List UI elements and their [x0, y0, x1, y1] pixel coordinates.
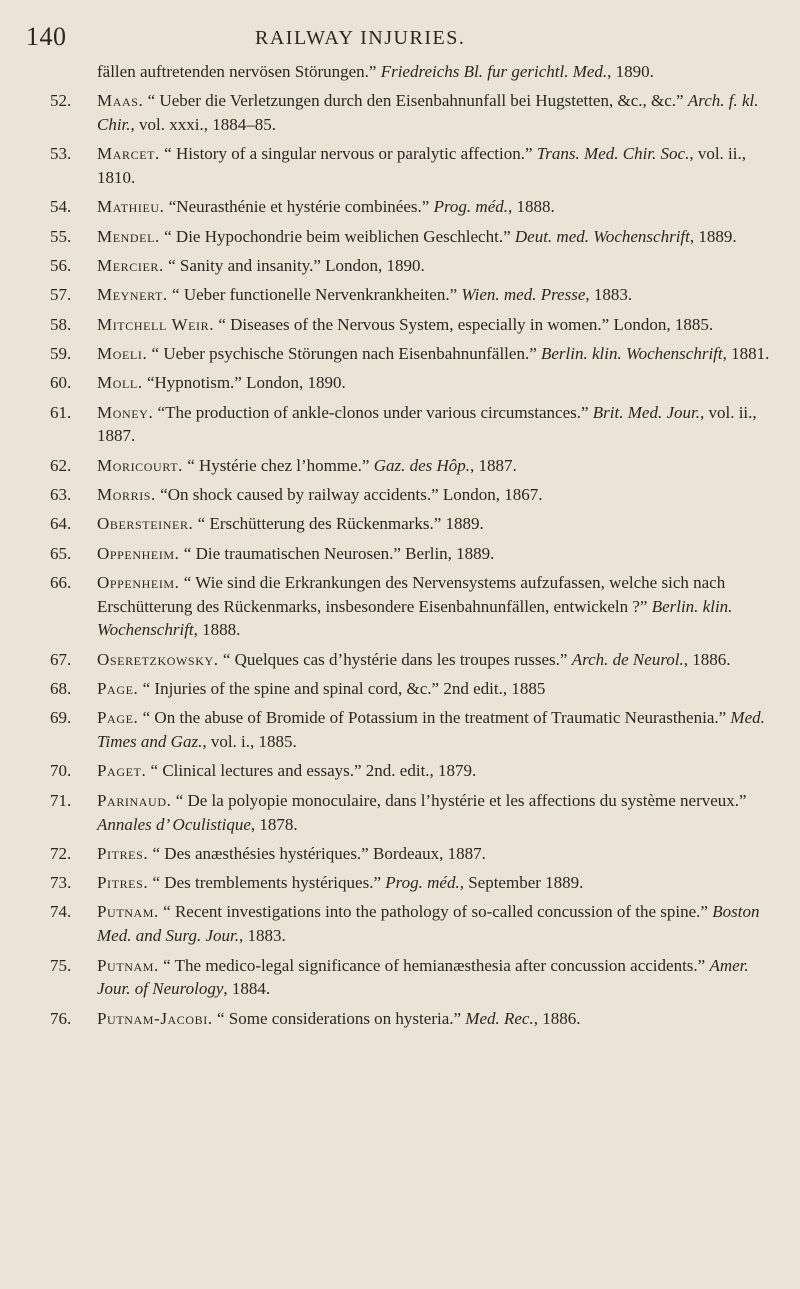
reference-title: “The production of ankle-clonos under various circumstances.”	[157, 402, 589, 422]
reference-number: 68.	[50, 679, 72, 699]
reference-journal: Berlin. klin. Wochenschrift	[97, 596, 733, 640]
reference-entry	[0, 1007, 800, 1031]
reference-entry	[0, 454, 800, 478]
reference-author: Moll.	[97, 373, 143, 393]
reference-entry	[0, 512, 800, 536]
reference-title: fällen auftretenden nervösen Störungen.”	[97, 62, 377, 81]
reference-number: 60.	[50, 373, 72, 393]
reference-journal: Med. Rec.	[465, 1008, 534, 1028]
reference-details: , 1881.	[722, 343, 770, 363]
reference-author: Oppenheim.	[97, 543, 180, 563]
reference-journal: Amer. Jour. of Neurology	[97, 955, 749, 999]
reference-details: , 1889.	[689, 226, 737, 246]
reference-author: Morris.	[97, 484, 156, 504]
reference-entry	[0, 401, 800, 449]
reference-author: Money.	[97, 402, 154, 422]
reference-title: “ Die traumatischen Neurosen.” Berlin, 1889.	[183, 543, 495, 563]
reference-title: “ Die Hypochondrie beim weiblichen Geschlecht.”	[164, 226, 511, 246]
reference-entry	[0, 313, 800, 337]
reference-number: 75.	[50, 955, 72, 975]
reference-entry	[0, 483, 800, 507]
reference-journal: Arch. de Neurol.	[571, 649, 684, 669]
reference-entry	[0, 900, 800, 948]
reference-details: , 1886.	[533, 1008, 581, 1028]
reference-entry	[0, 759, 800, 783]
reference-author: Page.	[97, 679, 139, 699]
reference-title: “ History of a singular nervous or paralytic affection.”	[164, 144, 533, 164]
reference-author: Pitres.	[97, 873, 149, 893]
reference-journal: Trans. Med. Chir. Soc.	[536, 144, 690, 164]
reference-details: , vol. xxxi., 1884–85.	[130, 115, 276, 135]
reference-title: “ Des anæsthésies hystériques.” Bordeaux, 1887.	[152, 843, 486, 863]
page-number: 140	[26, 22, 67, 51]
reference-title: “ Quelques cas d’hystérie dans les troupes russes.”	[222, 649, 568, 669]
reference-entry	[0, 283, 800, 307]
reference-details: , 1886.	[683, 649, 731, 669]
reference-entry	[0, 648, 800, 672]
reference-title: “ Des tremblements hystériques.”	[152, 873, 381, 893]
reference-number: 64.	[50, 514, 72, 534]
reference-journal: Annales d’ Oculistique	[97, 814, 251, 834]
reference-entry	[0, 254, 800, 278]
reference-author: Putnam-Jacobi.	[97, 1008, 213, 1028]
reference-number: 63.	[50, 484, 72, 504]
reference-entry	[0, 571, 800, 642]
reference-author: Oppenheim.	[97, 572, 180, 592]
reference-author: Mathieu.	[97, 197, 165, 217]
reference-entry	[0, 142, 800, 190]
reference-list	[0, 60, 800, 1036]
reference-number: 69.	[50, 708, 72, 728]
reference-title: “ Erschütterung des Rückenmarks.” 1889.	[197, 514, 484, 534]
reference-number: 57.	[50, 285, 72, 305]
reference-number: 73.	[50, 873, 72, 893]
reference-author: Paget.	[97, 761, 147, 781]
page-header	[0, 22, 800, 62]
reference-details: , 1888.	[508, 197, 555, 217]
reference-entry	[0, 677, 800, 701]
reference-title: “ Ueber psychische Störungen nach Eisenbahnunfällen.”	[151, 343, 537, 363]
reference-author: Oseretzkowsky.	[97, 649, 219, 669]
reference-author: Marcet.	[97, 144, 160, 164]
reference-number: 76.	[50, 1008, 72, 1028]
reference-journal: Med. Times and Gaz.	[97, 708, 765, 752]
reference-details: , 1887.	[470, 455, 517, 475]
reference-number: 58.	[50, 314, 72, 334]
reference-number: 52.	[50, 91, 72, 111]
reference-entry	[0, 954, 800, 1002]
reference-author: Putnam.	[97, 955, 159, 975]
reference-journal: Brit. Med. Jour.	[592, 402, 700, 422]
reference-title: “ On the abuse of Bromide of Potassium in the treatment of Traumatic Neurasthenia.”	[142, 708, 727, 728]
reference-title: “ Injuries of the spine and spinal cord, &c.” 2nd edit., 1885	[142, 679, 546, 699]
reference-title: “Hypnotism.” London, 1890.	[146, 373, 346, 393]
reference-author: Putnam.	[97, 902, 159, 922]
reference-title: “ Some considerations on hysteria.”	[216, 1008, 462, 1028]
reference-details: , 1878.	[250, 814, 298, 834]
running-head: RAILWAY INJURIES.	[255, 27, 466, 49]
reference-title: “ Diseases of the Nervous System, especially in women.” London, 1885.	[218, 314, 714, 334]
reference-title: “ Wie sind die Erkrankungen des Nervensystems aufzufassen, welche sich nach Erschütterung des Rückenmarks, insbesondere Eisenbahnunfällen, entwickeln ?”	[97, 572, 726, 616]
reference-author: Obersteiner.	[97, 514, 194, 534]
reference-number: 54.	[50, 197, 72, 217]
reference-journal: Prog. méd.	[433, 197, 509, 217]
reference-details: , 1883.	[238, 926, 286, 946]
reference-entry	[0, 225, 800, 249]
reference-author: Moeli.	[97, 343, 148, 363]
reference-number: 74.	[50, 902, 72, 922]
reference-title: “ Clinical lectures and essays.” 2nd. edit., 1879.	[150, 761, 477, 781]
reference-title: “ Ueber functionelle Nervenkrankheiten.”	[172, 285, 458, 305]
reference-journal: Friedreichs Bl. fur gerichtl. Med.	[380, 62, 608, 81]
reference-number: 66.	[50, 572, 72, 592]
reference-author: Meynert.	[97, 285, 168, 305]
reference-number: 65.	[50, 543, 72, 563]
reference-details: , 1883.	[585, 285, 633, 305]
reference-journal: Prog. méd.	[385, 873, 460, 893]
reference-number: 62.	[50, 455, 72, 475]
reference-entry	[0, 706, 800, 754]
reference-title: “ Hystérie chez l’homme.”	[187, 455, 370, 475]
reference-journal: Boston Med. and Surg. Jour.	[97, 902, 760, 946]
reference-number: 67.	[50, 649, 72, 669]
reference-details: , 1890.	[607, 62, 654, 81]
reference-journal: Deut. med. Wochenschrift	[514, 226, 690, 246]
reference-entry	[0, 842, 800, 866]
reference-journal: Arch. f. kl. Chir.	[97, 91, 759, 135]
reference-author: Page.	[97, 708, 139, 728]
reference-author: Mercier.	[97, 256, 164, 276]
reference-entry	[0, 195, 800, 219]
reference-number: 72.	[50, 843, 72, 863]
reference-entry	[0, 89, 800, 137]
reference-journal: Gaz. des Hôp.	[373, 455, 471, 475]
reference-details: , 1884.	[223, 979, 271, 999]
reference-number: 59.	[50, 343, 72, 363]
reference-title: “ Sanity and insanity.” London, 1890.	[168, 256, 425, 276]
reference-title: “Neurasthénie et hystérie combinées.”	[168, 197, 430, 217]
reference-title: “ Recent investigations into the pathology of so-called concussion of the spine.”	[163, 902, 708, 922]
reference-title: “ The medico-legal significance of hemianæsthesia after concussion accidents.”	[163, 955, 706, 975]
reference-number: 61.	[50, 402, 72, 422]
reference-details: , September 1889.	[459, 873, 584, 893]
reference-number: 70.	[50, 761, 72, 781]
reference-number: 56.	[50, 256, 72, 276]
reference-journal: Berlin. klin. Wochenschrift	[541, 343, 723, 363]
reference-title: “ De la polyopie monoculaire, dans l’hystérie et les affections du système nerveux.”	[175, 790, 747, 810]
reference-entry	[0, 789, 800, 837]
reference-details: , vol. i., 1885.	[202, 732, 297, 752]
reference-entry	[0, 60, 800, 84]
reference-details: , vol. ii., 1810.	[97, 144, 746, 188]
reference-details: , 1888.	[193, 620, 241, 640]
reference-details: , vol. ii., 1887.	[97, 402, 757, 446]
reference-entry	[0, 871, 800, 895]
reference-entry	[0, 342, 800, 366]
reference-number: 71.	[50, 790, 72, 810]
reference-title: “ Ueber die Verletzungen durch den Eisenbahnunfall bei Hugstetten, &c., &c.”	[147, 91, 684, 111]
reference-author: Moricourt.	[97, 455, 183, 475]
reference-author: Pitres.	[97, 843, 149, 863]
reference-title: “On shock caused by railway accidents.” London, 1867.	[160, 484, 543, 504]
reference-number: 53.	[50, 144, 72, 164]
reference-author: Parinaud.	[97, 790, 172, 810]
reference-number: 55.	[50, 226, 72, 246]
reference-entry	[0, 542, 800, 566]
reference-entry	[0, 371, 800, 395]
reference-author: Mendel.	[97, 226, 160, 246]
reference-author: Maas.	[97, 91, 144, 111]
reference-author: Mitchell Weir.	[97, 314, 215, 334]
reference-journal: Wien. med. Presse	[461, 285, 586, 305]
